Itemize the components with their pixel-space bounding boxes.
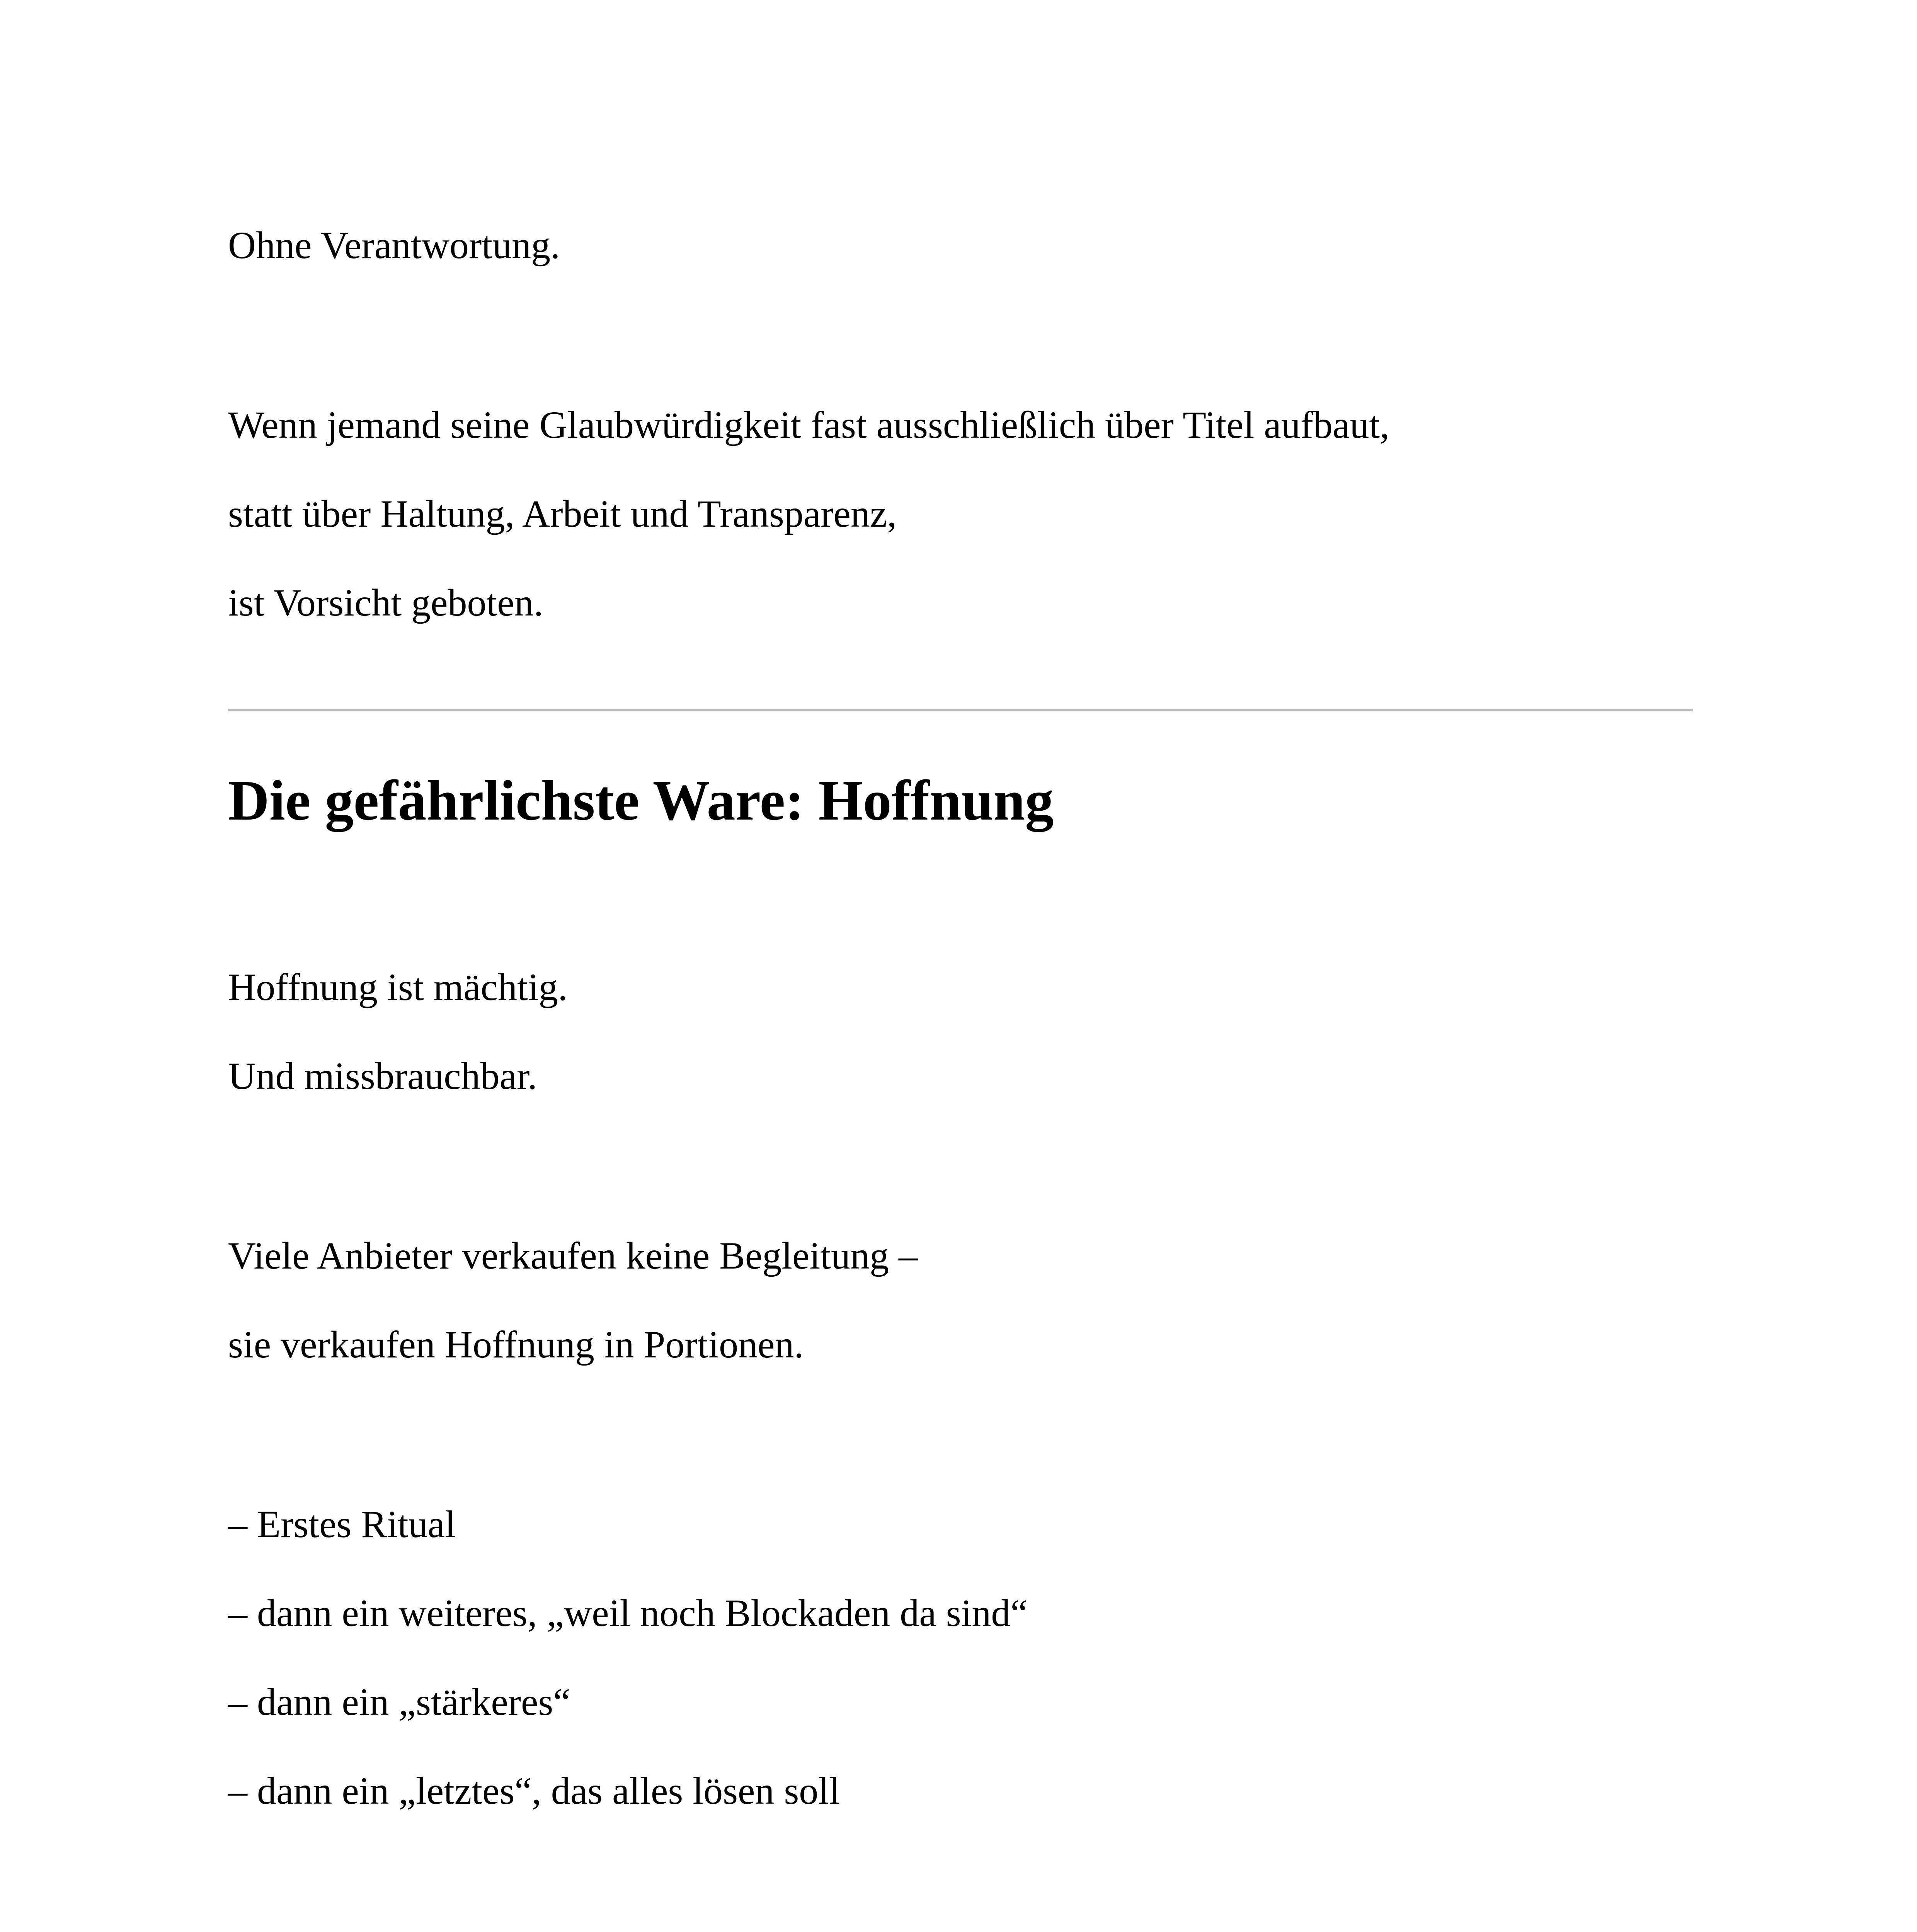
list-item: – dann ein weiteres, „weil noch Blockaden da sind“ xyxy=(228,1592,1028,1634)
paragraph-line: Hoffnung ist mächtig. xyxy=(228,966,568,1009)
list-item: – dann ein „stärkeres“ xyxy=(228,1680,570,1723)
paragraph-line: sie verkaufen Hoffnung in Portionen. xyxy=(228,1323,804,1366)
paragraph-line: Und missbrauchbar. xyxy=(228,1054,537,1097)
paragraph-line: Wenn jemand seine Glaubwürdigkeit fast ausschließlich über Titel aufbaut, xyxy=(228,403,1390,446)
paragraph-line: ist Vorsicht geboten. xyxy=(228,581,543,624)
paragraph-line: statt über Haltung, Arbeit und Transparenz, xyxy=(228,492,897,535)
list-item: – Erstes Ritual xyxy=(228,1503,456,1546)
horizontal-divider xyxy=(228,709,1693,711)
list-item: – dann ein „letztes“, das alles lösen soll xyxy=(228,1769,840,1812)
section-heading: Die gefährlichste Ware: Hoffnung xyxy=(228,769,1054,832)
paragraph-line: Ohne Verantwortung. xyxy=(228,224,560,267)
paragraph-line: Viele Anbieter verkaufen keine Begleitung – xyxy=(228,1234,918,1277)
